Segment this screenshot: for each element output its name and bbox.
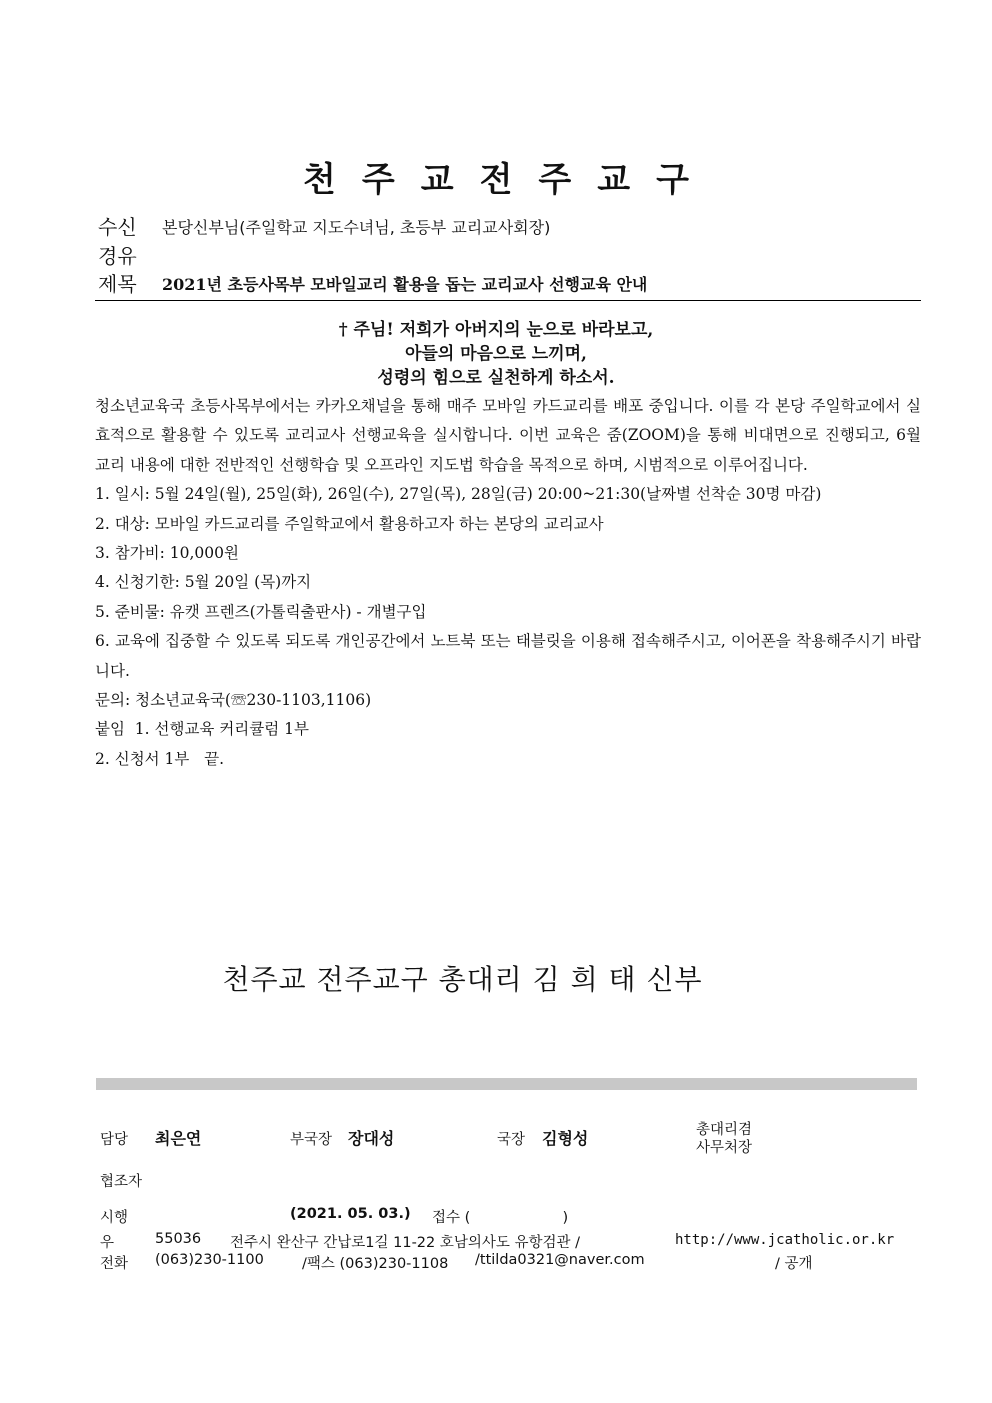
enforce-date: (2021. 05. 03.) xyxy=(290,1206,411,1222)
deputy-label: 부국장 xyxy=(290,1132,333,1148)
staff-name: 최은연 xyxy=(155,1129,202,1148)
header-divider xyxy=(95,300,921,301)
document-body xyxy=(95,392,921,774)
via-label: 경유 xyxy=(98,244,137,268)
prayer-line-2: 아들의 마음으로 느끼며, xyxy=(405,344,587,364)
postal-code: 55036 xyxy=(155,1231,202,1247)
receipt-field: 접수 ( ) xyxy=(432,1210,569,1226)
body-item-1: 1. 일시: 5월 24일(월), 25일(화), 26일(수), 27일(목), 28일(금) 20:00~21:30(날짜별 선착순 30명 마감) xyxy=(95,485,822,504)
vicar-label-1: 총대리겸 xyxy=(696,1122,753,1138)
website-link[interactable]: http://www.jcatholic.or.kr xyxy=(675,1232,895,1248)
disclosure-status: / 공개 xyxy=(775,1256,813,1272)
address: 전주시 완산구 간납로1길 11-22 호남의사도 유항검관 / xyxy=(230,1235,581,1251)
director-name: 김형성 xyxy=(542,1129,589,1148)
body-attachment-2: 2. 신청서 1부 끝. xyxy=(95,749,225,768)
postal-label: 우 xyxy=(100,1235,115,1251)
email-address[interactable]: /ttilda0321@naver.com xyxy=(475,1252,645,1268)
body-intro: 청소년교육국 초등사목부에서는 카카오채널을 통해 매주 모바일 카드교리를 배포 중입니다. 이를 각 본당 주일학교에서 실효적으로 활용할 수 있도록 교리교사 선행교육을 실시합니다. 이번 교육은 줌(ZOOM)을 통해 비대면으로 진행되고, 6월 교리 내용에 대한 전반적인 선행학습 및 오프라인 지도법 학습을 목적으로 하며, 시범적으로 이루어집니다. xyxy=(95,397,921,474)
enforce-label: 시행 xyxy=(100,1210,129,1226)
issuer-signature: 천주교 전주교구 총대리 김 희 태 신부 xyxy=(222,963,703,996)
subject-value: 2021년 초등사목부 모바일교리 활용을 돕는 교리교사 선행교육 안내 xyxy=(162,275,648,294)
recipient-value: 본당신부님(주일학교 지도수녀님, 초등부 교리교사회장) xyxy=(162,218,551,237)
phone-number: (063)230-1100 xyxy=(155,1252,264,1268)
body-attachment: 붙임 1. 선행교육 커리큘럼 1부 xyxy=(95,720,309,739)
body-inquiry: 문의: 청소년교육국(☏230-1103,1106) xyxy=(95,691,372,710)
body-item-4: 4. 신청기한: 5월 20일 (목)까지 xyxy=(95,573,312,592)
director-label: 국장 xyxy=(497,1132,526,1148)
body-item-5: 5. 준비물: 유캣 프렌즈(가톨릭출판사) - 개별구입 xyxy=(95,602,427,621)
phone-label: 전화 xyxy=(100,1256,129,1272)
vicar-label-2: 사무처장 xyxy=(696,1140,753,1156)
prayer-line-3: 성령의 힘으로 실천하게 하소서. xyxy=(377,368,615,388)
body-item-3: 3. 참가비: 10,000원 xyxy=(95,544,239,563)
subject-label: 제목 xyxy=(98,272,137,296)
body-item-2: 2. 대상: 모바일 카드교리를 주일학교에서 활용하고자 하는 본당의 교리교사 xyxy=(95,514,604,533)
body-item-6: 6. 교육에 집중할 수 있도록 되도록 개인공간에서 노트북 또는 태블릿을 이용해 접속해주시고, 이어폰을 착용해주시기 바랍니다. xyxy=(95,632,921,680)
deputy-name: 장대성 xyxy=(348,1129,395,1148)
cooperator-label: 협조자 xyxy=(100,1174,143,1190)
document-title: 천주교전주교구 xyxy=(303,160,715,200)
prayer-line-1: † 주님! 저희가 아버지의 눈으로 바라보고, xyxy=(338,320,654,340)
staff-label: 담당 xyxy=(100,1132,129,1148)
recipient-label: 수신 xyxy=(98,215,137,239)
fax-number: /팩스 (063)230-1108 xyxy=(302,1256,449,1272)
footer-divider-bar xyxy=(96,1078,917,1090)
